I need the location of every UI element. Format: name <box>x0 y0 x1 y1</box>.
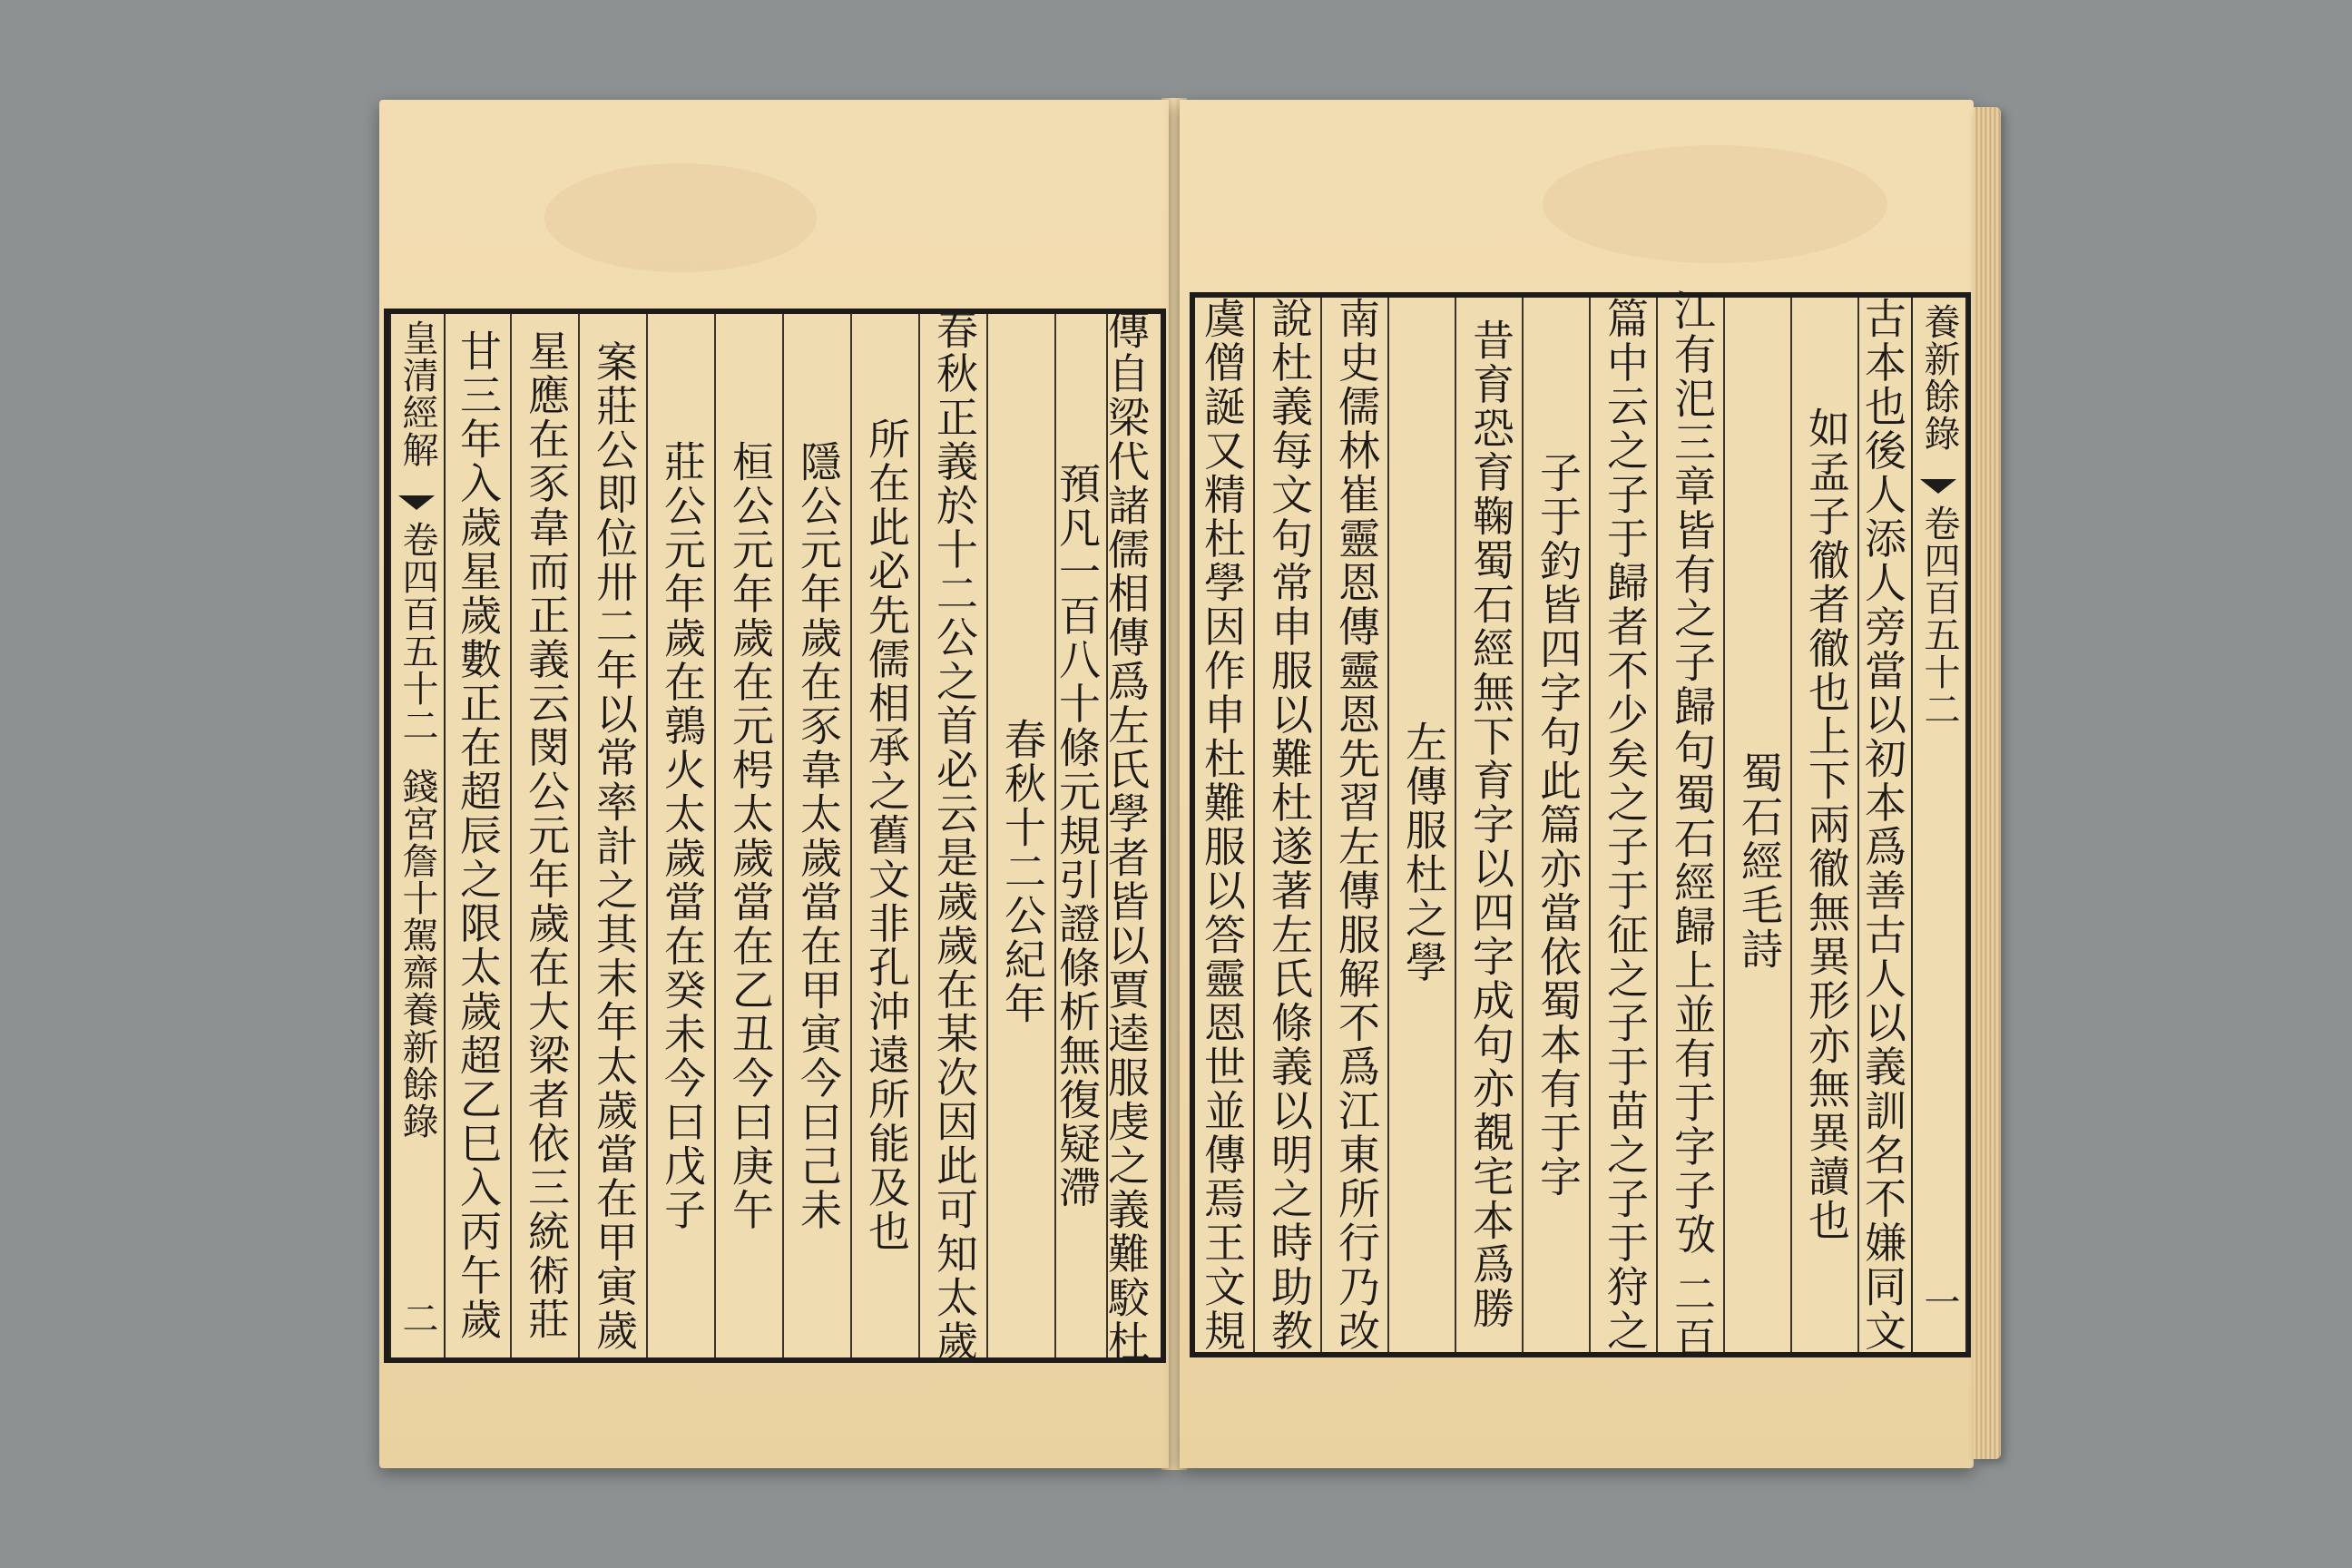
text-column: 春秋正義於十二公之首必云是歲歲在某次因此可知太歲 <box>930 308 979 1364</box>
text-column: 如孟子徹者徹也上下兩徹無異形亦無異讀也 <box>1802 407 1851 1243</box>
right-text-block <box>1190 289 1971 1361</box>
fold-title: 皇清經解 <box>397 319 438 468</box>
right-fold-column <box>1911 298 1967 1352</box>
left-text-block <box>384 309 1166 1363</box>
text-column: 所在此必先儒相承之舊文非孔沖遠所能及也 <box>862 417 911 1254</box>
text-column: 南史儒林崔靈恩傳靈恩先習左傳服解不爲江東所行乃改 <box>1332 297 1381 1353</box>
section-heading: 蜀石經毛詩 <box>1735 750 1784 972</box>
text-column: 虞僧誕又精杜學因作申杜難服以答靈恩世並傳焉王文規 <box>1198 297 1247 1353</box>
text-column: 篇中云之子于歸者不少矣之子于征之子于苗之子于狩之 <box>1601 297 1650 1353</box>
text-column: 江有汜三章皆有之子歸句蜀石經歸上並有于字子攷 二百 <box>1668 289 1717 1361</box>
text-column: 預凡一百八十條元規引證條析無復疑滯 <box>1053 461 1102 1210</box>
text-column: 子于釣皆四字句此篇亦當依蜀本有于字 <box>1534 450 1583 1200</box>
paper-stain <box>1543 145 1887 263</box>
text-column: 說杜義每文句常申服以難杜遂著左氏條義以明之時助教 <box>1265 297 1314 1353</box>
fishtail-mark <box>1920 479 1956 494</box>
text-column: 隱公元年歲在豕韋太歲當在甲寅今曰己未 <box>794 439 843 1232</box>
fold-page-number: 二 <box>397 1299 438 1337</box>
fold-volume: 卷四百五十二 <box>397 521 438 744</box>
left-fold-column <box>389 314 446 1357</box>
section-heading: 左傳服杜之學 <box>1399 720 1448 985</box>
fold-colophon: 錢宮詹十駕齋養新餘錄 <box>397 768 438 1140</box>
text-column: 案莊公即位卅二年以常率計之其末年太歲當在甲寅歲 <box>590 340 639 1353</box>
text-column: 星應在豕韋而正義云閔公元年歲在大梁者依三統術莊 <box>522 329 571 1342</box>
text-column: 昔育恐育鞠蜀石經無下育字以四字成句亦覩宅本爲勝 <box>1466 318 1515 1331</box>
text-column: 莊公元年歲在鶉火太歲當在癸未今曰戊子 <box>658 439 707 1232</box>
fold-page-number: 一 <box>1918 1283 1960 1320</box>
text-column: 古本也後人添人旁當以初本爲善古人以義訓名不嫌同文 <box>1858 297 1907 1353</box>
text-column: 桓公元年歲在元枵太歲當在乙丑今曰庚午 <box>726 439 775 1232</box>
text-column: 傳自梁代諸儒相傳爲左氏學者皆以賈逵服虔之義難駮杜 <box>1102 308 1151 1364</box>
fold-volume: 卷四百五十二 <box>1918 505 1960 728</box>
paper-stain <box>544 163 817 272</box>
page-edges <box>1974 107 2001 1459</box>
section-heading: 春秋十二公紀年 <box>998 718 1047 1026</box>
text-column: 甘三年入歲星歲數正在超辰之限太歲超乙巳入丙午歲 <box>454 329 503 1342</box>
fold-title: 養新餘錄 <box>1918 303 1960 452</box>
fishtail-mark <box>398 495 435 510</box>
